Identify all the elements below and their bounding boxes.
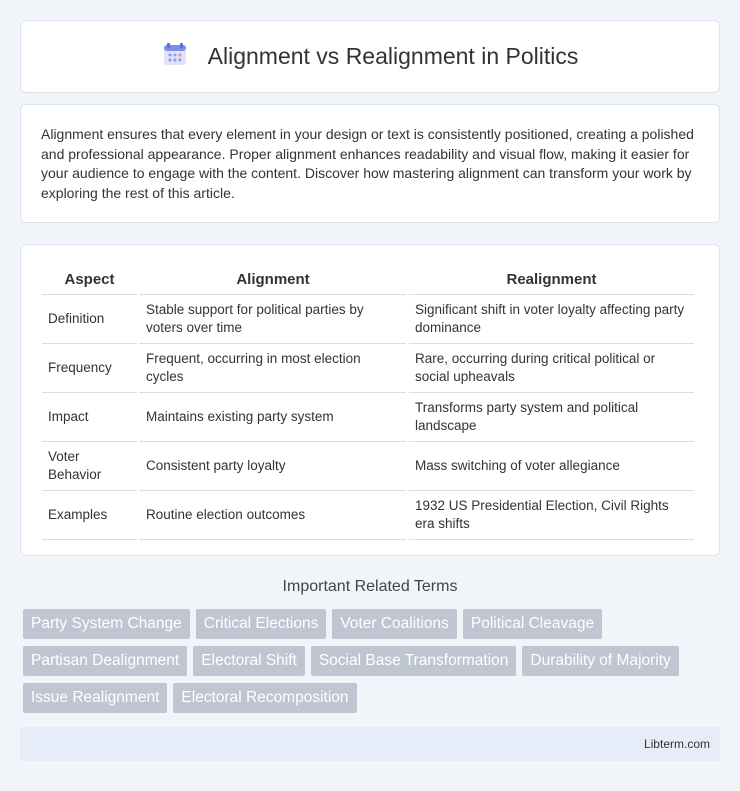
cell-aspect: Voter Behavior [42, 442, 137, 491]
cell-realignment: Transforms party system and political landscape [409, 393, 694, 442]
footer [20, 727, 720, 761]
tag-electoral-recomposition[interactable]: Electoral Recomposition [173, 683, 356, 713]
cell-alignment: Routine election outcomes [140, 491, 406, 540]
intro-card [20, 104, 720, 223]
table-row [42, 442, 694, 491]
calendar-icon [162, 41, 188, 72]
table-row [42, 393, 694, 442]
table-header-row [42, 265, 694, 295]
cell-aspect: Frequency [42, 344, 137, 393]
cell-realignment: Rare, occurring during critical political or social upheavals [409, 344, 694, 393]
cell-realignment: Significant shift in voter loyalty affecting party dominance [409, 295, 694, 344]
cell-aspect: Definition [42, 295, 137, 344]
table-row [42, 344, 694, 393]
tag-row [23, 646, 713, 676]
tag-party-system-change[interactable]: Party System Change [23, 609, 190, 639]
tag-row [23, 683, 713, 713]
header-realignment: Realignment [409, 265, 694, 295]
page-title: Alignment vs Realignment in Politics [207, 43, 579, 69]
comparison-table [39, 265, 697, 540]
cell-aspect: Impact [42, 393, 137, 442]
tag-issue-realignment[interactable]: Issue Realignment [23, 683, 167, 713]
intro-text: Alignment ensures that every element in your design or text is consistently positioned, creating a polished and professional appearance. Proper alignment enhances readability and visual flow, making it easier for your audience to engage with the content. Discover how mastering alignment can transform your work by exploring the rest of this article. [41, 126, 694, 201]
tag-durability-of-majority[interactable]: Durability of Majority [522, 646, 678, 676]
tag-voter-coalitions[interactable]: Voter Coalitions [332, 609, 457, 639]
cell-alignment: Stable support for political parties by voters over time [140, 295, 406, 344]
tag-critical-elections[interactable]: Critical Elections [196, 609, 327, 639]
tag-political-cleavage[interactable]: Political Cleavage [463, 609, 602, 639]
cell-alignment: Maintains existing party system [140, 393, 406, 442]
cell-realignment: Mass switching of voter allegiance [409, 442, 694, 491]
cell-realignment: 1932 US Presidential Election, Civil Rights era shifts [409, 491, 694, 540]
cell-alignment: Consistent party loyalty [140, 442, 406, 491]
comparison-table-card [20, 244, 720, 556]
related-terms-title: Important Related Terms [282, 578, 458, 595]
tag-row [23, 609, 713, 639]
tag-partisan-dealignment[interactable]: Partisan Dealignment [23, 646, 187, 676]
cell-aspect: Examples [42, 491, 137, 540]
footer-site[interactable]: Libterm.com [643, 737, 710, 751]
tag-electoral-shift[interactable]: Electoral Shift [193, 646, 305, 676]
header-aspect: Aspect [42, 265, 137, 295]
tag-social-base-transformation[interactable]: Social Base Transformation [311, 646, 517, 676]
related-terms [23, 609, 713, 720]
title-wrap [162, 41, 579, 72]
table-row [42, 295, 694, 344]
table-row [42, 491, 694, 540]
header-card [20, 20, 720, 93]
cell-alignment: Frequent, occurring in most election cycles [140, 344, 406, 393]
header-alignment: Alignment [140, 265, 406, 295]
